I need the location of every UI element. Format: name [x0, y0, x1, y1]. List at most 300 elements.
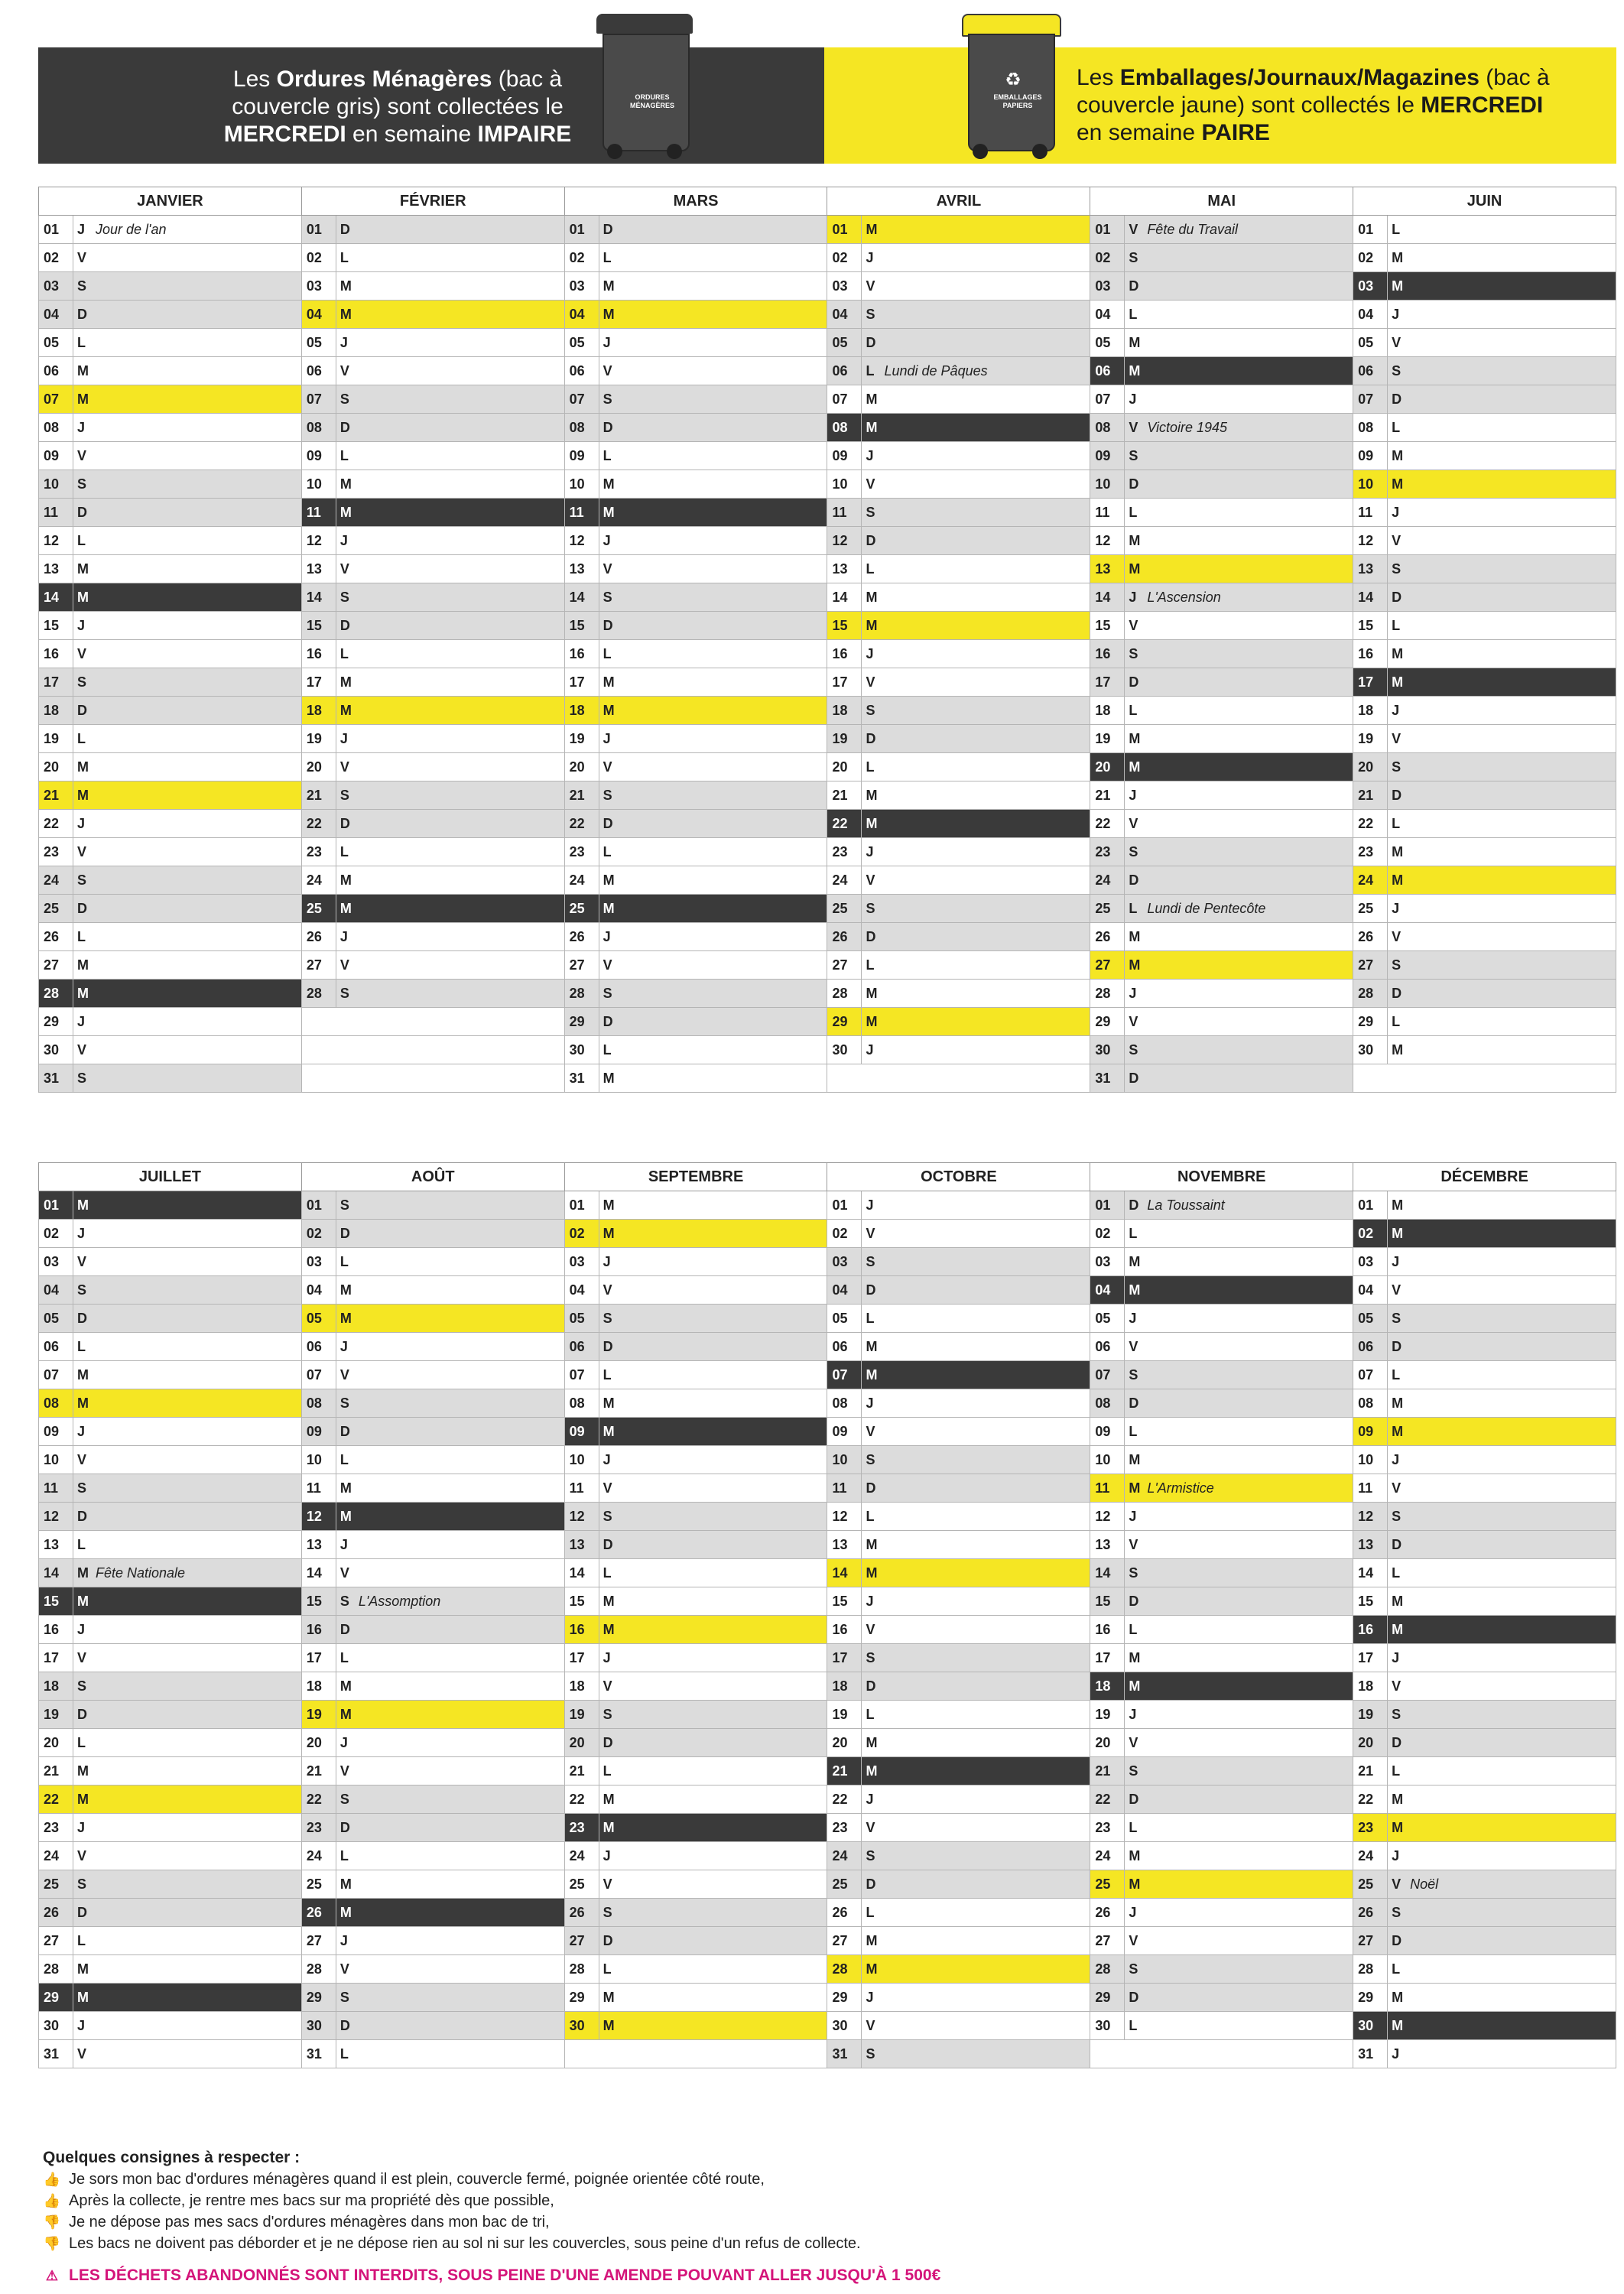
day-number: 27 [1353, 1927, 1388, 1954]
day-number: 07 [565, 385, 599, 413]
month-header: OCTOBRE [827, 1163, 1090, 1191]
weekday-letter: D [1129, 1395, 1139, 1411]
day-content [39, 1644, 301, 1672]
day-cell [39, 838, 302, 866]
day-content [1353, 1191, 1616, 1219]
weekday-letter: J [1392, 1451, 1400, 1467]
day-content [827, 1361, 1090, 1389]
weekday-letter: D [603, 1734, 613, 1750]
day-number: 21 [39, 781, 73, 809]
day-content [302, 1757, 564, 1785]
day-number: 08 [1353, 1389, 1388, 1417]
day-cell [301, 1559, 564, 1587]
day-cell [39, 470, 302, 499]
day-number: 13 [827, 555, 862, 583]
day-cell [301, 923, 564, 951]
day-content [827, 697, 1090, 724]
day-cell [1353, 1587, 1616, 1616]
weekday-letter: V [866, 1423, 875, 1439]
weekday-letter: D [866, 334, 876, 350]
day-content [302, 1220, 564, 1247]
weekday-letter: S [1129, 1041, 1138, 1058]
day-number: 23 [302, 1814, 336, 1841]
day-cell [39, 1927, 302, 1955]
weekday-letter: M [77, 1565, 89, 1581]
day-content [1090, 470, 1353, 498]
day-number: 03 [827, 272, 862, 300]
day-cell [827, 385, 1090, 414]
day-number: 19 [827, 1701, 862, 1728]
weekday-letter: J [1129, 985, 1137, 1001]
recycle-icon: ♻ [1005, 70, 1021, 90]
day-cell [1090, 1305, 1353, 1333]
day-cell [39, 1333, 302, 1361]
weekday-letter: M [1392, 447, 1404, 463]
day-content [1090, 1672, 1353, 1700]
weekday-letter: L [339, 843, 349, 859]
weekday-letter: D [339, 815, 350, 831]
day-cell-packaging-collection [564, 2012, 827, 2040]
day-cell [1090, 1446, 1353, 1474]
weekday-letter: L [339, 2045, 349, 2062]
day-content [1090, 1842, 1353, 1870]
day-cell [39, 697, 302, 725]
day-number: 07 [827, 385, 862, 413]
day-content [565, 1955, 827, 1983]
day-content [827, 1842, 1090, 1870]
day-cell-household-collection [39, 1587, 302, 1616]
day-number: 16 [1353, 640, 1388, 668]
day-cell [1353, 951, 1616, 980]
day-content [39, 1870, 301, 1898]
day-cell [1353, 612, 1616, 640]
day-cell-packaging-collection [827, 216, 1090, 244]
day-number: 22 [39, 810, 73, 837]
day-number: 24 [302, 1842, 336, 1870]
day-number: 04 [827, 301, 862, 328]
day-number: 07 [39, 1361, 73, 1389]
day-number: 02 [565, 1220, 599, 1247]
weekday-letter: M [1129, 759, 1141, 775]
weekday-letter: M [866, 1932, 878, 1948]
day-cell [564, 1899, 827, 1927]
day-content [1353, 1955, 1616, 1983]
day-number: 09 [1090, 442, 1125, 470]
weekday-letter: L [603, 1763, 612, 1779]
day-content [39, 1531, 301, 1558]
day-number: 14 [1353, 583, 1388, 611]
day-number: 04 [39, 301, 73, 328]
day-cell [1353, 1305, 1616, 1333]
day-cell [564, 1672, 827, 1701]
weekday-letter: S [339, 1791, 349, 1807]
day-content [827, 1984, 1090, 2011]
weekday-letter: L [1392, 1565, 1401, 1581]
weekday-letter: M [603, 1621, 615, 1637]
day-cell [1353, 583, 1616, 612]
day-content [39, 583, 301, 611]
day-number: 13 [302, 1531, 336, 1558]
weekday-letter: M [77, 1763, 89, 1779]
day-cell [827, 838, 1090, 866]
day-content [1353, 1870, 1616, 1898]
weekday-letter: L [1392, 1013, 1401, 1029]
day-content [827, 1644, 1090, 1672]
day-number: 16 [1090, 1616, 1125, 1643]
day-number: 08 [1090, 414, 1125, 441]
day-content [827, 1785, 1090, 1813]
weekday-letter: M [1129, 1451, 1141, 1467]
weekday-letter: M [339, 476, 352, 492]
weekday-letter: L [77, 928, 86, 944]
day-number: 31 [39, 1064, 73, 1092]
day-number: 20 [565, 753, 599, 781]
day-number: 31 [1353, 2040, 1388, 2068]
day-cell [1090, 1785, 1353, 1814]
weekday-letter: L [77, 730, 86, 746]
weekday-letter: V [339, 759, 349, 775]
weekday-letter: J [77, 1819, 86, 1835]
day-number: 30 [1090, 1036, 1125, 1064]
day-cell [827, 923, 1090, 951]
day-content [565, 1008, 827, 1035]
weekday-letter: S [339, 1197, 349, 1213]
day-content [565, 1036, 827, 1064]
day-cell [564, 414, 827, 442]
day-cell [1090, 470, 1353, 499]
weekday-letter: J [1129, 1310, 1137, 1326]
day-cell [1353, 697, 1616, 725]
day-content [39, 1446, 301, 1474]
day-content [302, 216, 564, 243]
month-header: JANVIER [39, 187, 302, 216]
weekday-letter: D [603, 815, 613, 831]
day-cell-household-collection [827, 810, 1090, 838]
day-cell [564, 1248, 827, 1276]
weekday-letter: M [603, 1197, 615, 1213]
day-content [827, 1672, 1090, 1700]
day-content [1090, 951, 1353, 979]
day-cell [564, 951, 827, 980]
day-content [565, 1785, 827, 1813]
weekday-letter: D [77, 702, 87, 718]
day-cell [827, 866, 1090, 895]
weekday-letter: D [1129, 674, 1139, 690]
day-content [1090, 697, 1353, 724]
day-number: 11 [1353, 1474, 1388, 1502]
day-content [39, 329, 301, 356]
weekday-letter: L [866, 1310, 875, 1326]
household-waste-panel [38, 47, 824, 164]
weekday-letter: J [603, 1847, 611, 1863]
day-number: 18 [39, 1672, 73, 1700]
day-content [1090, 301, 1353, 328]
month-header: MARS [564, 187, 827, 216]
weekday-letter: J [1129, 787, 1137, 803]
weekday-letter: J [77, 1225, 86, 1241]
weekday-letter: J [603, 1649, 611, 1665]
day-cell [301, 810, 564, 838]
weekday-letter: M [77, 1395, 89, 1411]
day-content [302, 301, 564, 328]
day-number: 21 [827, 781, 862, 809]
day-content [1353, 2040, 1616, 2068]
day-number: 27 [302, 951, 336, 979]
day-content [39, 1276, 301, 1304]
day-content [302, 725, 564, 752]
day-content [565, 1701, 827, 1728]
day-cell [827, 1984, 1090, 2012]
day-cell [39, 1305, 302, 1333]
holiday-label: L'Ascension [1147, 589, 1221, 605]
day-number: 25 [827, 1870, 862, 1898]
day-cell [301, 527, 564, 555]
day-cell [301, 640, 564, 668]
day-number: 21 [565, 781, 599, 809]
day-number: 17 [302, 668, 336, 696]
day-number: 01 [565, 216, 599, 243]
weekday-letter: D [1129, 476, 1139, 492]
day-content [39, 1587, 301, 1615]
weekday-letter: V [339, 1366, 349, 1383]
weekday-letter: S [1129, 1565, 1138, 1581]
day-number: 23 [565, 838, 599, 866]
day-number: 10 [1353, 1446, 1388, 1474]
day-cell [301, 1276, 564, 1305]
day-number: 05 [827, 329, 862, 356]
day-cell [301, 442, 564, 470]
day-cell [564, 1191, 827, 1220]
day-content [827, 781, 1090, 809]
day-cell [564, 1361, 827, 1389]
weekday-letter: M [603, 306, 615, 322]
weekday-letter: V [1129, 1932, 1138, 1948]
day-content [1353, 329, 1616, 356]
weekday-letter: V [77, 447, 87, 463]
day-content [39, 244, 301, 271]
day-cell [827, 1927, 1090, 1955]
day-number: 09 [39, 1418, 73, 1445]
weekday-letter: J [603, 730, 611, 746]
weekday-letter: M [339, 504, 352, 520]
day-cell [1090, 1036, 1353, 1064]
day-content [39, 2040, 301, 2068]
day-number: 05 [39, 1305, 73, 1332]
day-number: 29 [302, 1984, 336, 2011]
day-number: 23 [1090, 1814, 1125, 1841]
day-content [1090, 1064, 1353, 1092]
day-content [565, 1361, 827, 1389]
day-content [1353, 640, 1616, 668]
day-content [302, 781, 564, 809]
day-cell [564, 1927, 827, 1955]
day-content [1090, 357, 1353, 385]
day-number: 27 [827, 951, 862, 979]
weekday-letter: V [866, 1621, 875, 1637]
day-cell-packaging-collection [1090, 951, 1353, 980]
day-content [39, 1927, 301, 1954]
day-cell [1090, 1701, 1353, 1729]
day-content [39, 980, 301, 1007]
day-cell [827, 1616, 1090, 1644]
yellow-bin-body [968, 34, 1055, 151]
weekday-letter: M [339, 702, 352, 718]
day-number: 19 [827, 725, 862, 752]
day-cell [1090, 216, 1353, 244]
day-cell [827, 272, 1090, 301]
day-content [39, 442, 301, 470]
day-number: 26 [1090, 1899, 1125, 1926]
day-content [39, 1899, 301, 1926]
day-cell [301, 2040, 564, 2068]
day-number: 26 [39, 923, 73, 950]
day-content [1090, 385, 1353, 413]
day-content [827, 385, 1090, 413]
weekday-letter: J [866, 1197, 874, 1213]
weekday-letter: L [77, 1734, 86, 1750]
day-content [1090, 555, 1353, 583]
day-content [827, 1008, 1090, 1035]
weekday-letter: S [603, 589, 612, 605]
weekday-letter: M [866, 391, 878, 407]
day-content [1353, 1474, 1616, 1502]
day-number: 17 [302, 1644, 336, 1672]
wheel-icon [973, 144, 988, 159]
day-cell [301, 838, 564, 866]
weekday-letter: S [866, 1847, 875, 1863]
day-cell [827, 1276, 1090, 1305]
weekday-letter: M [866, 419, 878, 435]
day-content [39, 1248, 301, 1275]
day-cell-household-collection [1353, 668, 1616, 697]
weekday-letter: D [603, 419, 613, 435]
day-content [1353, 357, 1616, 385]
day-cell [1090, 781, 1353, 810]
day-content [39, 1559, 301, 1587]
weekday-letter: J [339, 1932, 348, 1948]
weekday-letter: M [1392, 1395, 1404, 1411]
day-cell [827, 1220, 1090, 1248]
day-content [565, 640, 827, 668]
day-number: 14 [565, 583, 599, 611]
day-content [1090, 329, 1353, 356]
weekday-letter: V [1129, 815, 1138, 831]
day-content [565, 1305, 827, 1332]
day-number: 07 [1090, 385, 1125, 413]
day-number: 16 [39, 640, 73, 668]
day-number: 09 [39, 442, 73, 470]
day-content [565, 2012, 827, 2039]
weekday-letter: M [1129, 957, 1141, 973]
day-cell [827, 357, 1090, 385]
weekday-letter: L [1129, 702, 1138, 718]
day-content [302, 414, 564, 441]
day-content [39, 1008, 301, 1035]
day-number: 25 [39, 895, 73, 922]
yellow-bin-label: EMBALLAGES PAPIERS [993, 93, 1042, 109]
weekday-letter: D [1129, 1197, 1139, 1213]
day-number: 04 [1090, 301, 1125, 328]
day-cell [564, 753, 827, 781]
day-number: 25 [827, 895, 862, 922]
day-content [1090, 640, 1353, 668]
day-content [827, 1701, 1090, 1728]
month-header: MAI [1090, 187, 1353, 216]
day-content [302, 1191, 564, 1219]
day-cell [39, 2012, 302, 2040]
day-number: 14 [565, 1559, 599, 1587]
day-content [1353, 668, 1616, 696]
day-number: 28 [1353, 980, 1388, 1007]
day-number: 21 [565, 1757, 599, 1785]
day-content [565, 725, 827, 752]
day-content [827, 612, 1090, 639]
day-content [565, 810, 827, 837]
day-number: 29 [565, 1984, 599, 2011]
day-cell-household-collection [564, 499, 827, 527]
day-cell [1353, 1757, 1616, 1785]
day-number: 27 [1090, 1927, 1125, 1954]
day-number: 16 [565, 1616, 599, 1643]
day-number: 24 [1090, 866, 1125, 894]
day-cell [564, 1955, 827, 1984]
day-content [302, 697, 564, 724]
day-number: 13 [302, 555, 336, 583]
day-number: 20 [565, 1729, 599, 1756]
weekday-letter: J [339, 730, 348, 746]
day-content [827, 1616, 1090, 1643]
weekday-letter: V [1392, 1282, 1402, 1298]
weekday-letter: M [866, 1536, 878, 1552]
day-content [565, 895, 827, 922]
weekday-letter: V [77, 1253, 87, 1269]
day-cell [827, 329, 1090, 357]
day-content [1353, 470, 1616, 498]
day-content [39, 357, 301, 385]
day-cell-household-collection [1090, 1276, 1353, 1305]
weekday-letter: J [77, 419, 86, 435]
day-cell [301, 1870, 564, 1899]
day-cell [1090, 697, 1353, 725]
day-content [565, 697, 827, 724]
day-content [39, 1955, 301, 1983]
day-number: 28 [39, 1955, 73, 1983]
day-number: 06 [302, 1333, 336, 1360]
weekday-letter: L [866, 957, 875, 973]
weekday-letter: J [1129, 1706, 1137, 1722]
day-cell-packaging-collection [301, 1305, 564, 1333]
day-content [1090, 612, 1353, 639]
weekday-letter: L [77, 1536, 86, 1552]
day-cell [564, 923, 827, 951]
day-number: 01 [827, 216, 862, 243]
day-number: 27 [827, 1927, 862, 1954]
fine-warning [43, 2265, 1572, 2286]
day-content [827, 2040, 1090, 2068]
day-number: 12 [1090, 527, 1125, 554]
day-number: 10 [565, 470, 599, 498]
day-number: 24 [827, 866, 862, 894]
day-number: 15 [1353, 612, 1388, 639]
day-content [1090, 1587, 1353, 1615]
weekday-letter: M [339, 674, 352, 690]
weekday-letter: V [77, 1847, 87, 1863]
day-number: 22 [565, 810, 599, 837]
day-content [565, 980, 827, 1007]
day-cell [1353, 2040, 1616, 2068]
day-cell [1090, 385, 1353, 414]
weekday-letter: L [1392, 419, 1401, 435]
